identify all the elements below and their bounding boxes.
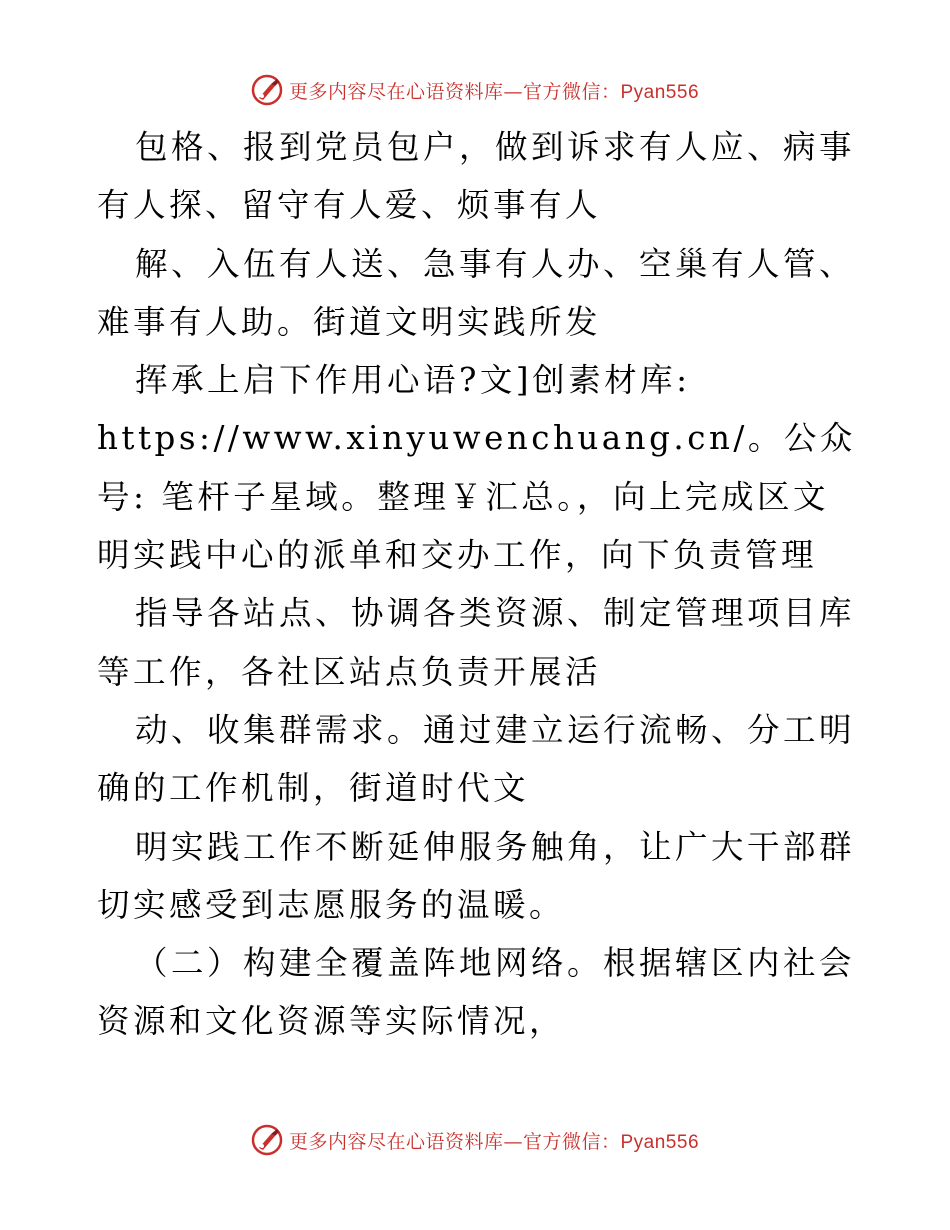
- paragraph: 挥承上启下作用心语?文]创素材库: https://www.xinyuwenchuang.cn/。公众号: 笔杆子星域。整理￥汇总。，向上完成区文明实践中心的派单和交办工作，向下负责管理: [97, 361, 856, 575]
- document-body: [97, 118, 857, 1051]
- footer-watermark-banner: [0, 1120, 950, 1160]
- banner-slogan: 更多内容尽在心语资料库—官方微信：: [288, 80, 621, 103]
- pen-logo-icon: [251, 1124, 283, 1156]
- banner-text: [289, 77, 699, 104]
- paragraph: 动、收集群需求。通过建立运行流畅、分工明确的工作机制，街道时代文: [97, 710, 856, 808]
- banner-text: [289, 1127, 699, 1154]
- paragraph: （二）构建全覆盖阵地网络。根据辖区内社会资源和文化资源等实际情况，: [97, 944, 856, 1041]
- paragraph: 包格、报到党员包户，做到诉求有人应、病事有人探、留守有人爱、烦事有人: [97, 128, 856, 225]
- pen-logo-icon: [251, 74, 283, 106]
- banner-wechat-id: Pyan556: [620, 1131, 700, 1153]
- paragraph: 明实践工作不断延伸服务触角，让广大干部群切实感受到志愿服务的温暖。: [97, 827, 856, 924]
- banner-slogan: 更多内容尽在心语资料库—官方微信：: [288, 1130, 621, 1153]
- banner-wechat-id: Pyan556: [620, 81, 700, 103]
- paragraph: 指导各站点、协调各类资源、制定管理项目库等工作，各社区站点负责开展活: [97, 594, 856, 691]
- paragraph: 解、入伍有人送、急事有人办、空巢有人管、难事有人助。街道文明实践所发: [97, 244, 856, 341]
- header-watermark-banner: [0, 70, 950, 110]
